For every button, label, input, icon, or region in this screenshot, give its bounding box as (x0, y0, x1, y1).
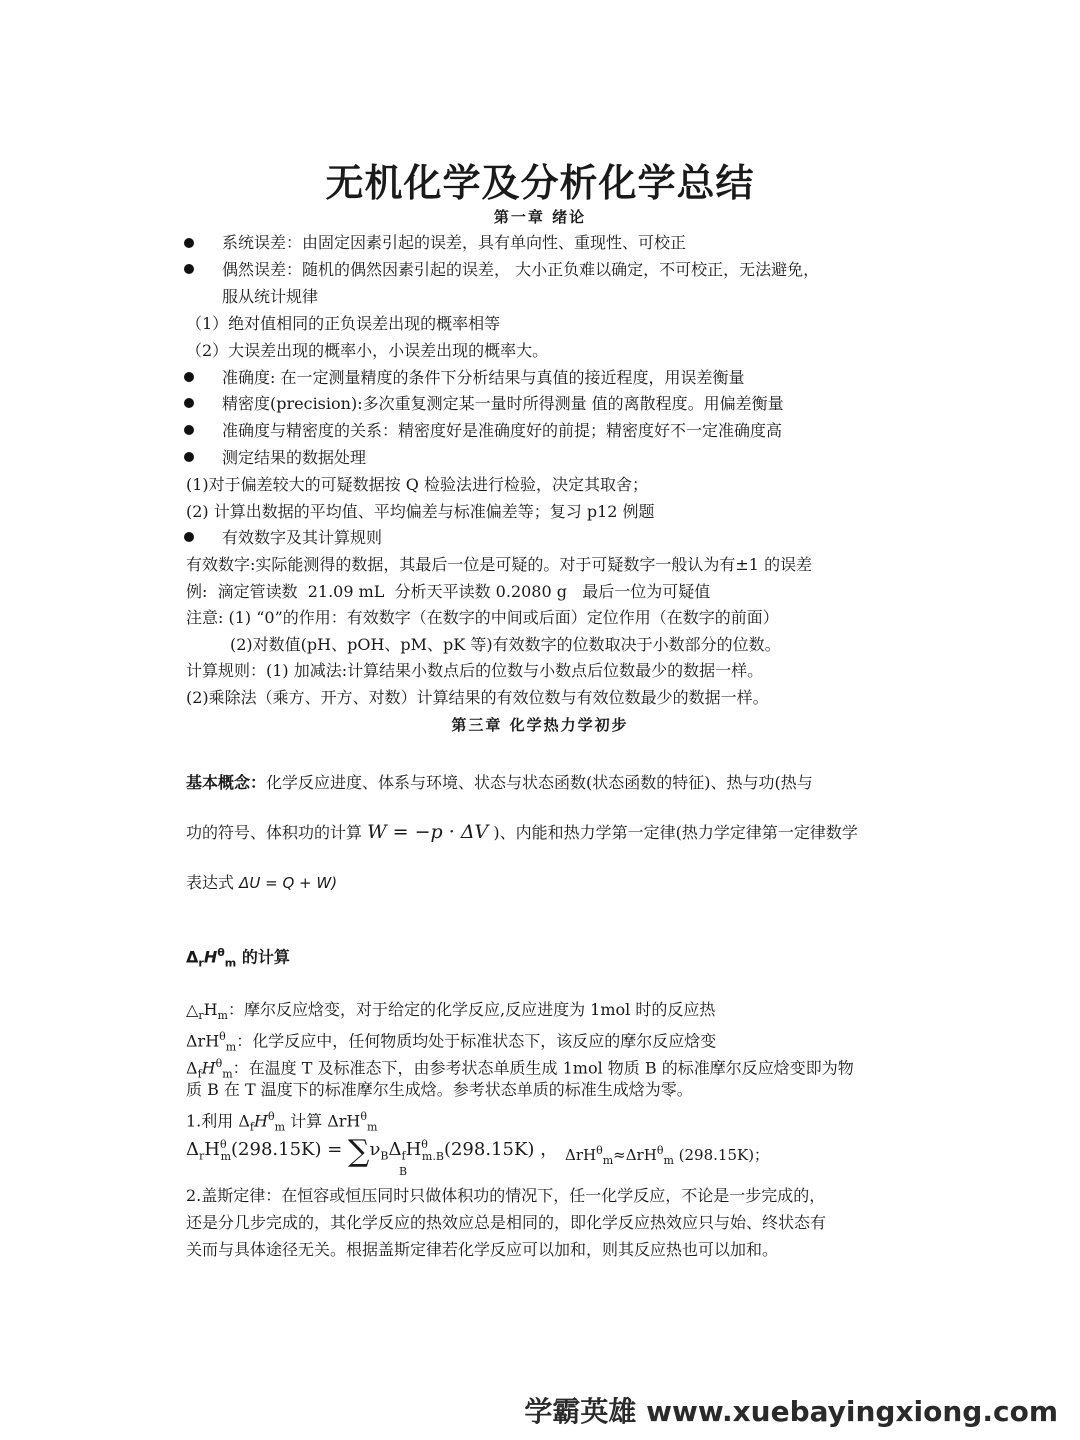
text-line: 系统误差：由固定因素引起的误差，具有单向性、重现性、可校正 (222, 233, 687, 252)
text-fragment: )、内能和热力学第一定律(热力学定律第一定律数学 (493, 823, 858, 842)
text-line: 有效数字:实际能测得的数据，其最后一位是可疑的。对于可疑数字一般认为有±1 的误差 (186, 555, 813, 574)
delta-h-heading: $\Delta_rH^\theta_m$ 的计算 (186, 946, 290, 970)
approx-formula: ΔrH$^\theta_m$≈ΔrH$^\theta_m$ (298.15K)； (565, 1144, 770, 1167)
text-line: 计算规则：(1) 加减法:计算结果小数点后的位数与小数点后位数最少的数据一样。 (186, 661, 764, 680)
text-line: 测定结果的数据处理 (222, 448, 367, 467)
formula-fragment: (298.15K) = (231, 1139, 343, 1160)
text-line: 例: 滴定管读数 21.09 mL 分析天平读数 0.2080 g 最后一位为可疑值 (186, 582, 711, 601)
text-line: （1）绝对值相同的正负误差出现的概率相等 (186, 314, 501, 333)
text-line: (2) 计算出数据的平均值、平均偏差与标准偏差等；复习 p12 例题 (186, 502, 655, 521)
text-fragment: 摩尔反应焓变，对于给定的化学反应,反应进度为 1mol 时的反应热 (243, 1000, 716, 1019)
text-line: (2)乘除法（乘方、开方、对数）计算结果的有效位数与有效位数最少的数据一样。 (186, 688, 769, 707)
bullet-icon (184, 452, 194, 462)
text-line: $\triangle_rH_m$：摩尔反应焓变，对于给定的化学反应,反应进度为 1mol 时的反应热 (186, 1000, 716, 1023)
watermark: 学霸英雄 www.xuebayingxiong.com (524, 1395, 1058, 1428)
text-line: 注意: (1) “0”的作用：有效数字（在数字的中间或后面）定位作用（在数字的前面） (186, 608, 779, 627)
text-line: 准确度与精密度的关系：精密度好是准确度好的前提；精密度好不一定准确度高 (222, 421, 783, 440)
text-line: 2.盖斯定律：在恒容或恒压同时只做体积功的情况下，任一化学反应，不论是一步完成的， (186, 1186, 826, 1205)
text-line: 准确度: 在一定测量精度的条件下分析结果与真值的接近程度，用误差衡量 (222, 368, 745, 387)
text-line: 1.利用 $\Delta_fH^\theta_m$ 计算 ΔrH$^\theta_m$ (186, 1110, 378, 1134)
chapter-1-heading: 第一章 绪论 (493, 208, 587, 226)
bullet-icon (184, 372, 194, 382)
text-line (186, 822, 858, 843)
text-line: (1)对于偏差较大的可疑数据按 Q 检验法进行检验，决定其取舍； (186, 475, 648, 494)
text-fragment: 1.利用 (186, 1111, 234, 1131)
bullet-icon (184, 264, 194, 274)
text-fragment: 功的符号、体积功的计算 (186, 823, 363, 842)
text-line: 精密度(precision):多次重复测定某一量时所得测量 值的离散程度。用偏差衡量 (222, 394, 784, 413)
formula-fragment: (298.15K)； (678, 1146, 770, 1164)
sum-symbol: ∑ (348, 1134, 370, 1169)
bullet-icon (184, 398, 194, 408)
enthalpy-formula: $\Delta_rH^\theta_m(298.15K) = \sum\nu_B\Delta_fH^\theta_{m.B}(298.15K)$ ， (186, 1134, 559, 1169)
text-line (186, 873, 337, 893)
text-fragment: 化学反应中，任何物质均处于标准状态下，该反应的摩尔反应焓变 (252, 1031, 717, 1051)
chapter-3-heading: 第三章 化学热力学初步 (451, 716, 629, 734)
heading-text: 的计算 (241, 947, 290, 967)
text-fragment: 计算 (290, 1111, 323, 1131)
text-fragment: 在温度 T 及标准态下，由参考状态单质生成 1mol 物质 B 的标准摩尔反应焓变即为物 (248, 1058, 854, 1078)
text-line: (2)对数值(pH、pOH、pM、pK 等)有效数字的位数取决于小数部分的位数。 (230, 635, 781, 654)
bullet-icon (184, 532, 194, 542)
bullet-icon (184, 238, 194, 248)
bullet-icon (184, 425, 194, 435)
basic-concepts-label: 基本概念： (186, 773, 267, 792)
text-line: 服从统计规律 (222, 287, 319, 306)
basic-concepts-line (186, 773, 813, 793)
internal-energy-formula: ΔU = Q + W) (239, 874, 338, 892)
text-line: 质 B 在 T 温度下的标准摩尔生成焓。参考状态单质的标准生成焓为零。 (186, 1080, 693, 1099)
text-line: 关而与具体途径无关。根据盖斯定律若化学反应可以加和，则其反应热也可以加和。 (186, 1240, 779, 1259)
text-line: ΔrH$^\theta_m$：化学反应中，任何物质均处于标准状态下，该反应的摩尔反应焓变 (186, 1030, 717, 1054)
sum-subscript: B (399, 1165, 408, 1178)
formula-fragment: (298.15K) ， (443, 1139, 559, 1160)
basic-concepts-text: 化学反应进度、体系与环境、状态与状态函数(状态函数的特征)、热与功(热与 (266, 773, 813, 792)
page-title: 无机化学及分析化学总结 (325, 161, 755, 205)
text-line: $\Delta_fH^\theta_m$：在温度 T 及标准态下，由参考状态单质生成 1mol 物质 B 的标准摩尔反应焓变即为物 (186, 1057, 854, 1081)
text-fragment: 表达式 (186, 873, 235, 892)
text-line: 还是分几步完成的，其化学反应的热效应总是相同的，即化学反应热效应只与始、终状态有 (186, 1213, 827, 1232)
text-line: （2）大误差出现的概率小，小误差出现的概率大。 (186, 341, 549, 360)
text-line: 偶然误差：随机的偶然因素引起的误差， 大小正负难以确定，不可校正，无法避免， (222, 260, 820, 279)
text-line: 有效数字及其计算规则 (222, 528, 383, 547)
work-formula: W = −p · ΔV (367, 821, 489, 843)
